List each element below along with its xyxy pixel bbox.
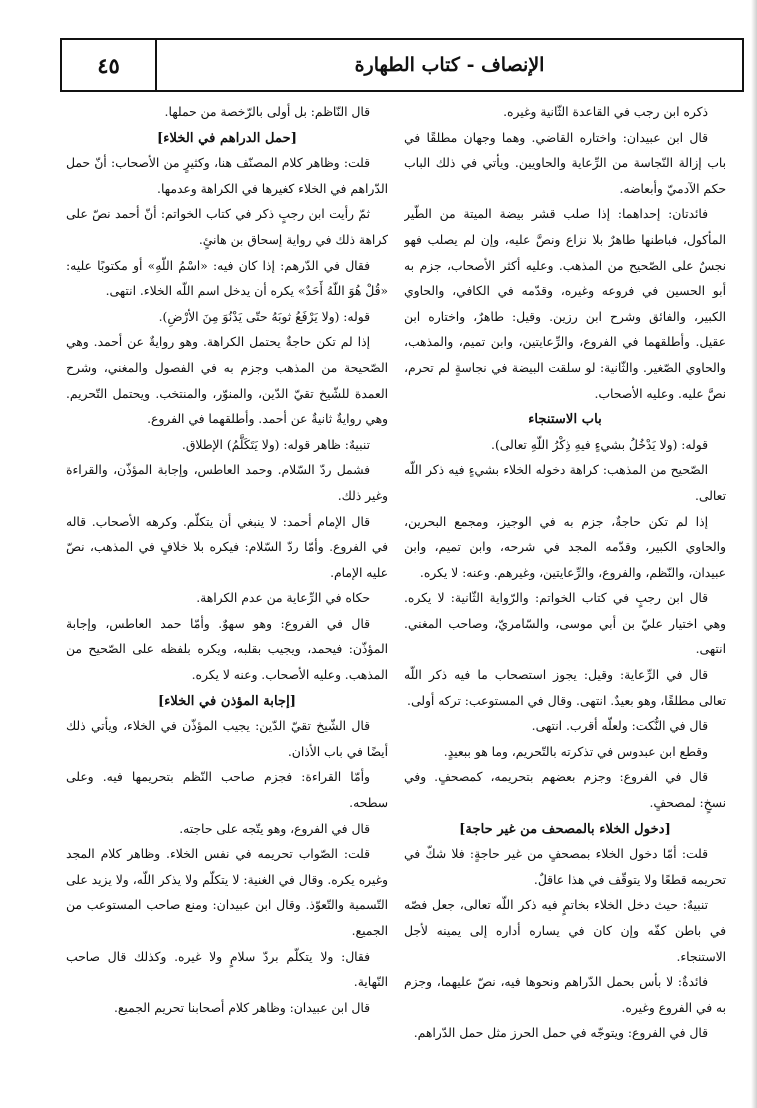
paragraph: قال الإمام أحمد: لا ينبغي أن يتكلّم. وكرهه الأصحاب. قاله في الفروع. وأمّا ردّ السّلام: فيكره بلا خلافٍ في المذهب، نصّ عليه الإمام. <box>66 514 388 580</box>
paragraph: ثمّ رأيت ابن رجبٍ ذكر في كتاب الخواتم: أنّ أحمد نصّ على كراهة ذلك في رواية إسحاق بن هانئٍ. <box>66 207 388 247</box>
paragraph: قال في الفروع: وهو سهوٌ. وأمّا حمد العاطس، وإجابة المؤذّن: فيحمد، ويجيب بقلبه، ويكره بلفظه على الصّحيح من المذهب. وعليه الأصحاب. وعنه لا يكره. <box>66 616 388 683</box>
left-text-column <box>66 100 388 1100</box>
paragraph: قال ابن رجبٍ في كتاب الخواتم: والرّواية الثّانية: لا يكره. وهي اختيار عليّ بن أبي موسى، والسّامريّ، وصاحب المغني. انتهى. <box>404 591 726 657</box>
paragraph: فقال في الدّرهم: إذا كان فيه: «اسْمُ اللّهِ» أو مكتوبًا عليه: «قُلْ هُوَ اللّهُ أَحَدٌ» يكره أن يدخل اسم اللّه الخلاء. انتهى. <box>66 258 388 299</box>
paragraph: قال في الرِّعاية: وقيل: يجوز استصحاب ما فيه ذكر اللّه تعالى مطلقًا، وهو بعيدٌ. انتهى. وقال في المستوعب: تركه أولى. <box>404 668 726 708</box>
paragraph: قال في الفروع: ويتوجّه في حمل الحرز مثل حمل الدّراهم. <box>413 1026 708 1041</box>
paragraph: إذا لم تكن حاجةٌ يحتمل الكراهة. وهو روايةٌ عن أحمد. وهي الصّحيحة من المذهب وجزم به في الفصول والمغني، وشرح العمدة للشّيخ تقيّ الدّين، والمنوّر، والمنتخب. ويحتمل التّحريم. وهي روايةٌ ثانيةٌ عن أحمد. وأطلقهما في الفروع. <box>66 335 388 427</box>
paragraph: فقال: ولا يتكلّم بردّ سلامٍ ولا غيره. وكذلك قال صاحب النّهاية. <box>66 949 388 990</box>
section-heading: [حمل الدراهم في الخلاء] <box>157 130 297 146</box>
paragraph: قوله: (ولا يَدْخُلُ بشيءٍ فيهِ ذِكْرُ اللّهِ تعالى). <box>491 437 708 452</box>
paragraph: قلت: الصّواب تحريمه في نفس الخلاء. وظاهر كلام المجد وغيره يكره. وقال في الغنية: لا يتكلّم ولا يذكر اللّه، ولا يزيد على التّسمية والتّعوّذ. وقال ابن عبيدان: ومنع صاحب المستوعب من الجميع. <box>66 847 388 938</box>
section-heading: باب الاستنجاء <box>528 412 602 428</box>
paragraph: قال الشّيخ تقيّ الدّين: يجيب المؤذّن في الخلاء، ويأتي ذلك أيضًا في باب الأذان. <box>66 719 388 759</box>
paragraph: فشمل ردّ السّلام. وحمد العاطس، وإجابة المؤذّن، والقراءة وغير ذلك. <box>66 463 388 503</box>
section-heading: [دخول الخلاء بالمصحف من غير حاجة] <box>459 821 671 837</box>
paragraph: وأمّا القراءة: فجزم صاحب النّظم بتحريمها فيه. وعلى سطحه. <box>66 770 388 811</box>
paragraph: فائدةٌ: لا بأس بحمل الدّراهم ونحوها فيه، نصّ عليهما، وجزم به في الفروع وغيره. <box>404 975 726 1015</box>
page-number: ٤٥ <box>62 40 157 90</box>
right-text-column <box>404 100 726 1100</box>
paragraph: قال ابن عبيدان: وظاهر كلام أصحابنا تحريم الجميع. <box>113 1000 370 1015</box>
scan-shadow-edge <box>751 0 757 1108</box>
paragraph: قال في الفروع: وجزم بعضهم بتحريمه، كمصحفٍ. وفي نسخٍ: لمصحفٍ. <box>404 770 726 811</box>
paragraph: تنبيهٌ: حيث دخل الخلاء بخاتمٍ فيه ذكر اللّه تعالى، جعل فصّه في باطن كفّه وإن كان في يساره أداره إلى يمينه لأجل الاستنجاء. <box>404 898 726 964</box>
paragraph: قال ابن عبيدان: واختاره القاضي. وهما وجهان مطلقًا في باب إزالة النّجاسة من الرِّعاية والحاويين. ويأتي في ذلك الباب حكم الآدميّ وأبعاضه. <box>404 130 726 196</box>
paragraph: الصّحيح من المذهب: كراهة دخوله الخلاء بشيءٍ فيه ذكر اللّه تعالى. <box>404 463 726 503</box>
paragraph: قال في الفروع، وهو يتّجه على حاجته. <box>179 821 370 836</box>
paragraph: قلت: أمّا دخول الخلاء بمصحفٍ من غير حاجةٍ: فلا شكّ في تحريمه قطعًا ولا يتوقّف في هذا عاقلٌ. <box>404 847 726 887</box>
paragraph: قوله: (ولا يَرْفَعُ ثوبَهُ حتّى يَدْنُوَ مِنَ الأرْضِ). <box>158 309 370 324</box>
paragraph: حكاه في الرِّعاية من عدم الكراهة. <box>196 591 370 606</box>
paragraph: وقطع ابن عبدوس في تذكرته بالتّحريم، وما هو ببعيدٍ. <box>443 744 708 759</box>
paragraph: قلت: وظاهر كلام المصنّف هنا، وكثيرٍ من الأصحاب: أنّ حمل الدّراهم في الخلاء كغيرها في الكراهة وعدمها. <box>66 156 388 196</box>
paragraph: إذا لم تكن حاجةٌ، جزم به في الوجيز، ومجمع البحرين، والحاوي الكبير، وقدّمه المجد في شرحه، وابن تميم، وابن عبيدان، والنّظم، والفروع، والرِّعايتين، وغيرهم. وعنه: لا يكره. <box>404 514 726 580</box>
page-header <box>60 38 744 92</box>
paragraph: فائدتان: إحداهما: إذا صلب قشر بيضة الميتة من الطّير المأكول، فباطنها طاهرٌ بلا نزاع ونصَّ عليه، وإن لم يصلب فهو نجسٌ على الصّحيح من المذهب. وعليه أكثر الأصحاب، جزم به أبو الحسين في فروعه وغيره، وقدّمه في الكافي، والحاوي الكبير، والفائق وشرح ابن رزين. وقيل: طاهرٌ، واختاره ابن عقيل. وأطلقهما في الفروع، والرِّعايتين، وابن تميم، والمذهب، والحاوي الصّغير. والثّانية: لو سلقت البيضة في نجاسةٍ لم تحرم، نصَّ عليه. وعليه الأصحاب. <box>404 207 726 401</box>
paragraph: تنبيهٌ: ظاهر قوله: (ولا يَتَكَلَّمُ) الإطلاق. <box>181 437 370 452</box>
paragraph: ذكره ابن رجب في القاعدة الثّانية وغيره. <box>503 105 708 119</box>
section-heading: [إجابة المؤذن في الخلاء] <box>157 693 297 709</box>
paragraph: قال في النُّكت: ولعلّه أقرب. انتهى. <box>531 719 708 734</box>
paragraph: قال النّاظم: بل أولى بالرّخصة من حملها. <box>164 105 370 119</box>
running-title: الإنصاف - كتاب الطهارة <box>354 54 545 76</box>
